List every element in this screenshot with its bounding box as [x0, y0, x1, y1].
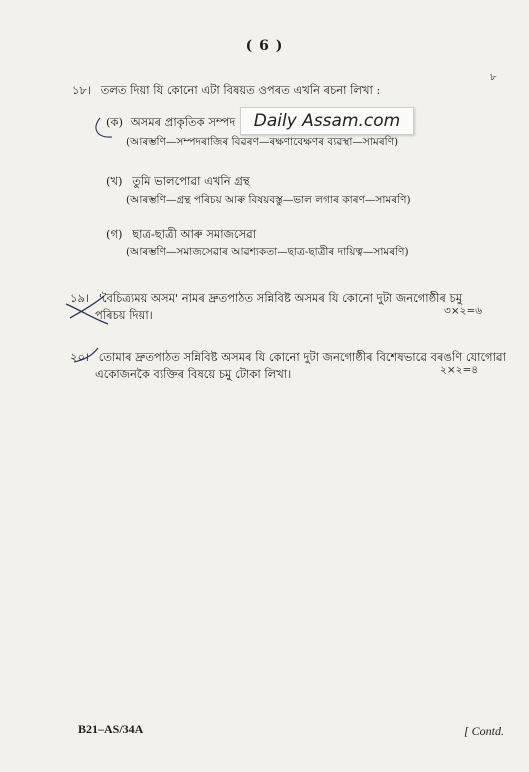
question-19-line2: পৰিচয় দিয়া। [95, 308, 153, 322]
option-kha-hint: (আৰম্ভণি—গ্ৰন্থ পৰিচয় আৰু বিষয়বস্তু—ভাল লগাৰ কাৰণ—সামৰণি) [126, 194, 411, 206]
question-number: ১৯। [70, 291, 90, 305]
option-topic: অসমৰ প্ৰাকৃতিক সম্পদ [130, 115, 236, 129]
option-ga-hint: (আৰম্ভণি—সমাজসেৱাৰ আৱশ্যকতা—ছাত্ৰ-ছাত্ৰীৰ দায়িত্ব—সামৰণি) [126, 246, 409, 258]
question-text: তলত দিয়া যি কোনো এটা বিষয়ত ওপৰত এখনি ৰচনা লিখা : [100, 83, 381, 97]
margin-mark: ৮ [490, 72, 497, 83]
question-text: তোমাৰ দ্ৰুতপাঠত সন্নিবিষ্ট অসমৰ যি কোনো দুটা জনগোষ্ঠীৰ বিশেষভাৱে বৰঙণি যোগোৱা [98, 350, 506, 364]
option-label: (ক) [106, 115, 124, 129]
question-number: ১৮। [72, 83, 92, 97]
option-topic: ছাত্ৰ-ছাত্ৰী আৰু সমাজসেৱা [132, 227, 257, 241]
option-label: (খ) [106, 174, 123, 188]
watermark-logo: Daily Assam.com [240, 107, 414, 135]
question-number: ২০। [70, 350, 90, 364]
question-20-line2: একোজনকৈ ব্যক্তিৰ বিষয়ে চমু টোকা লিখা। [95, 367, 292, 381]
page-number: ( 6 ) [245, 38, 284, 54]
question-20-marks: ২×২=৪ [440, 364, 479, 376]
paper-code: B21–AS/34A [78, 722, 144, 736]
pen-underline-mark [96, 118, 112, 137]
pen-cross-mark [66, 304, 108, 324]
question-19-marks: ৩×২=৬ [444, 305, 483, 317]
option-ka-hint: (আৰম্ভণি—সম্পদৰাজিৰ বিৱৰণ—ৰক্ষণাবেক্ষণৰ ব্যৱস্থা—সামৰণি) [126, 136, 399, 148]
option-label: (গ) [106, 227, 123, 241]
option-topic: তুমি ভালপোৱা এখনি গ্ৰন্থ [132, 174, 250, 188]
question-text: 'বৈচিত্ৰ্যময় অসম' নামৰ দ্ৰুতপাঠত সন্নিবিষ্ট অসমৰ যি কোনো দুটা জনগোষ্ঠীৰ চমু [98, 291, 463, 305]
pen-tick-mark [74, 348, 98, 362]
continued-label: [ Contd. [464, 724, 505, 738]
